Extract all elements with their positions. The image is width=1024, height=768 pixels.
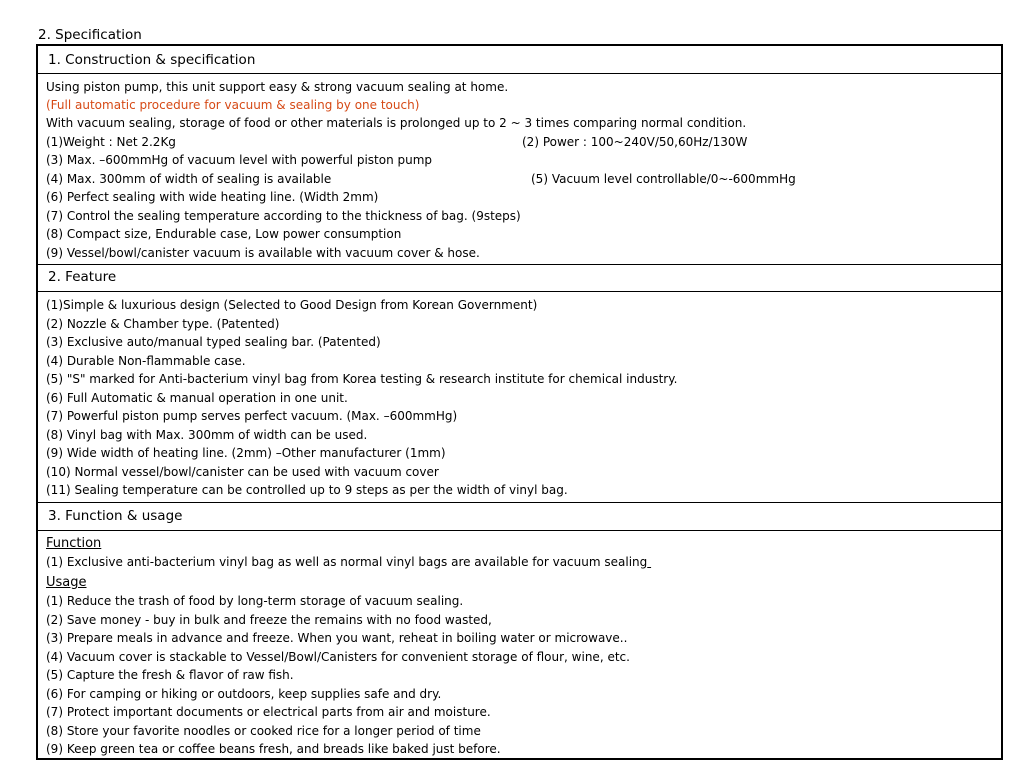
list-item: (2) Nozzle & Chamber type. (Patented) [46, 317, 280, 331]
feature-heading: 2. Feature [38, 264, 1001, 292]
spec-sealing: (6) Perfect sealing with wide heating line. (Width 2mm) [46, 190, 379, 204]
spec-vacuum: (3) Max. –600mmHg of vacuum level with powerful piston pump [46, 153, 433, 167]
list-item: (6) Full Automatic & manual operation in one unit. [46, 391, 348, 405]
function-usage-body [38, 531, 1001, 758]
underline-mark [647, 555, 651, 569]
highlight-text: (Full automatic procedure for vacuum & sealing by one touch) [46, 98, 420, 112]
list-item: (7) Protect important documents or electrical parts from air and moisture. [46, 705, 491, 719]
list-item: (7) Powerful piston pump serves perfect vacuum. (Max. –600mmHg) [46, 409, 458, 423]
usage-subheading: Usage [46, 575, 87, 590]
list-item: (3) Exclusive auto/manual typed sealing bar. (Patented) [46, 335, 381, 349]
list-item: (5) Capture the fresh & flavor of raw fish. [46, 668, 294, 682]
prolong-text: With vacuum sealing, storage of food or other materials is prolonged up to 2 ~ 3 times comparing normal condition. [46, 116, 747, 130]
list-item: (1) Reduce the trash of food by long-term storage of vacuum sealing. [46, 594, 464, 608]
document-title: 2. Specification [38, 27, 142, 43]
list-item: (4) Durable Non-flammable case. [46, 354, 246, 368]
spec-power: (2) Power : 100~240V/50,60Hz/130W [522, 135, 748, 149]
list-item: (2) Save money - buy in bulk and freeze the remains with no food wasted, [46, 613, 492, 627]
intro-text: Using piston pump, this unit support easy & strong vacuum sealing at home. [46, 80, 509, 94]
list-item: (6) For camping or hiking or outdoors, keep supplies safe and dry. [46, 687, 442, 701]
spec-compact: (8) Compact size, Endurable case, Low power consumption [46, 227, 402, 241]
spec-level: (5) Vacuum level controllable/0~-600mmHg [531, 172, 796, 186]
list-item: (9) Wide width of heating line. (2mm) –Other manufacturer (1mm) [46, 446, 446, 460]
spec-vessel: (9) Vessel/bowl/canister vacuum is available with vacuum cover & hose. [46, 246, 480, 260]
construction-heading: 1. Construction & specification [38, 46, 1001, 74]
list-item: (5) "S" marked for Anti-bacterium vinyl bag from Korea testing & research institute for chemical industry. [46, 372, 678, 386]
feature-body [38, 292, 1001, 502]
function-item [46, 553, 651, 571]
list-item: (11) Sealing temperature can be controlled up to 9 steps as per the width of vinyl bag. [46, 483, 568, 497]
list-item: (10) Normal vessel/bowl/canister can be used with vacuum cover [46, 465, 439, 479]
list-item: (1)Simple & luxurious design (Selected to Good Design from Korean Government) [46, 298, 538, 312]
list-item: (8) Store your favorite noodles or cooked rice for a longer period of time [46, 724, 481, 738]
list-item: (8) Vinyl bag with Max. 300mm of width can be used. [46, 428, 368, 442]
specification-table [36, 44, 1003, 760]
function-subheading: Function [46, 536, 102, 551]
function-item-text: (1) Exclusive anti-bacterium vinyl bag as well as normal vinyl bags are available for vacuum sealing [46, 555, 648, 569]
construction-body [38, 74, 1001, 264]
spec-weight: (1)Weight : Net 2.2Kg [46, 135, 176, 149]
list-item: (9) Keep green tea or coffee beans fresh, and breads like baked just before. [46, 742, 501, 756]
function-usage-heading: 3. Function & usage [38, 502, 1001, 531]
spec-width: (4) Max. 300mm of width of sealing is available [46, 172, 332, 186]
list-item: (4) Vacuum cover is stackable to Vessel/Bowl/Canisters for convenient storage of flour, wine, etc. [46, 650, 630, 664]
list-item: (3) Prepare meals in advance and freeze. When you want, reheat in boiling water or microwave.. [46, 631, 628, 645]
spec-temperature: (7) Control the sealing temperature according to the thickness of bag. (9steps) [46, 209, 521, 223]
